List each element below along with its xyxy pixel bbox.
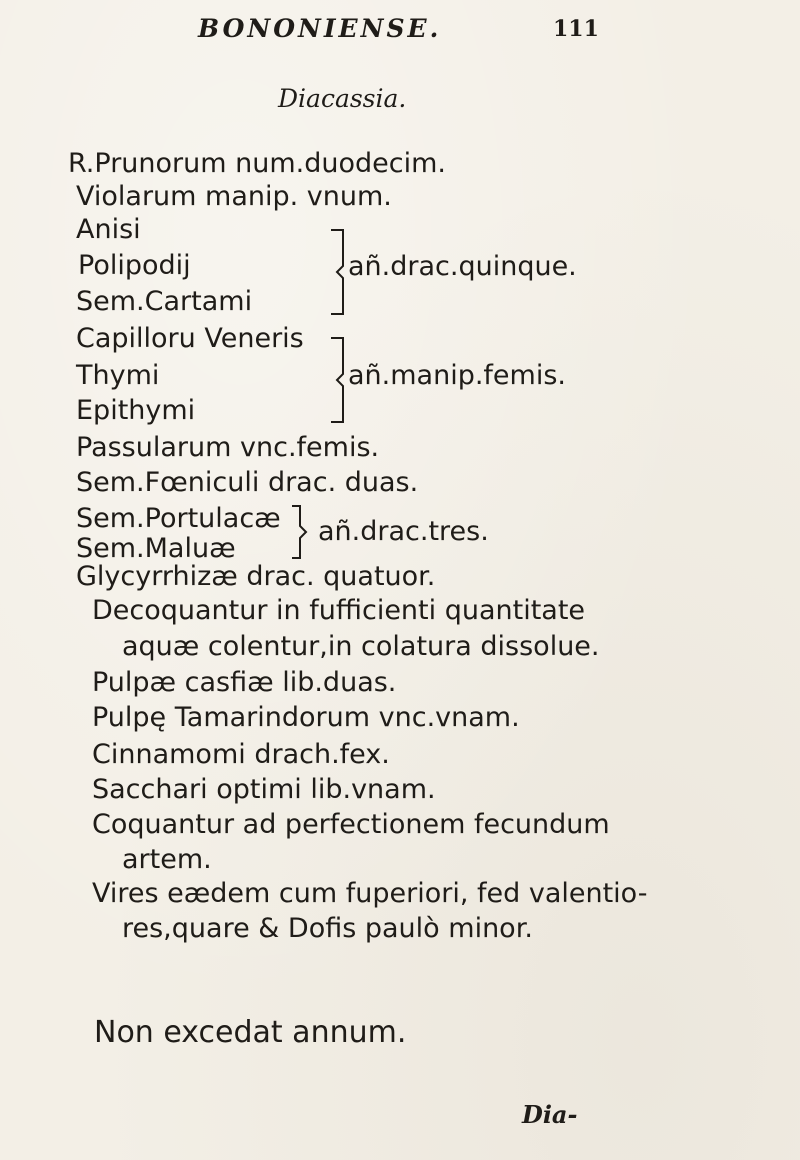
group-label: añ.drac.quinque.: [348, 251, 577, 282]
recipe-line: R.Prunorum num.duodecim.: [68, 148, 446, 179]
recipe-line: Decoquantur in fufficienti quantitate: [92, 595, 586, 626]
closing-line: Non excedat annum.: [94, 1015, 407, 1050]
group-bracket: [288, 500, 312, 564]
group-label: añ.drac.tres.: [318, 516, 489, 547]
section-title: Diacassia.: [278, 84, 407, 113]
recipe-line: Sacchari optimi lib.vnam.: [92, 774, 436, 805]
recipe-line: Passularum vnc.femis.: [76, 432, 380, 463]
recipe-line: Capilloru Veneris: [76, 323, 304, 354]
recipe-line: Cinnamomi drach.fex.: [92, 739, 390, 770]
recipe-line: Violarum manip. vnum.: [76, 181, 392, 212]
recipe-line: artem.: [122, 844, 212, 875]
recipe-line: Epithymi: [76, 395, 196, 426]
group-label: añ.manip.femis.: [348, 360, 566, 391]
page-number: 111: [553, 16, 599, 42]
recipe-line: Anisi: [76, 214, 141, 245]
recipe-line: Sem.Maluæ: [76, 533, 236, 564]
recipe-line: Polipodij: [78, 250, 191, 281]
catchword: Dia-: [522, 1100, 578, 1129]
recipe-line: Sem.Cartami: [76, 286, 253, 317]
recipe-line: aquæ colentur,in colatura dissolue.: [122, 631, 600, 662]
running-head: BONONIENSE.: [198, 14, 442, 43]
recipe-line: Glycyrrhizæ drac. quatuor.: [76, 561, 436, 592]
recipe-line: Pulpę Tamarindorum vnc.vnam.: [92, 702, 520, 733]
recipe-line: Sem.Fœniculi drac. duas.: [76, 467, 419, 498]
recipe-line: Sem.Portulacæ: [76, 503, 281, 534]
recipe-line: Vires eædem cum fuperiori, fed valentio-: [92, 878, 648, 909]
recipe-line: res,quare & Dofis paulò minor.: [122, 913, 533, 944]
recipe-line: Coquantur ad perfectionem fecundum: [92, 809, 610, 840]
recipe-line: Thymi: [76, 360, 160, 391]
recipe-line: Pulpæ casfiæ lib.duas.: [92, 667, 397, 698]
